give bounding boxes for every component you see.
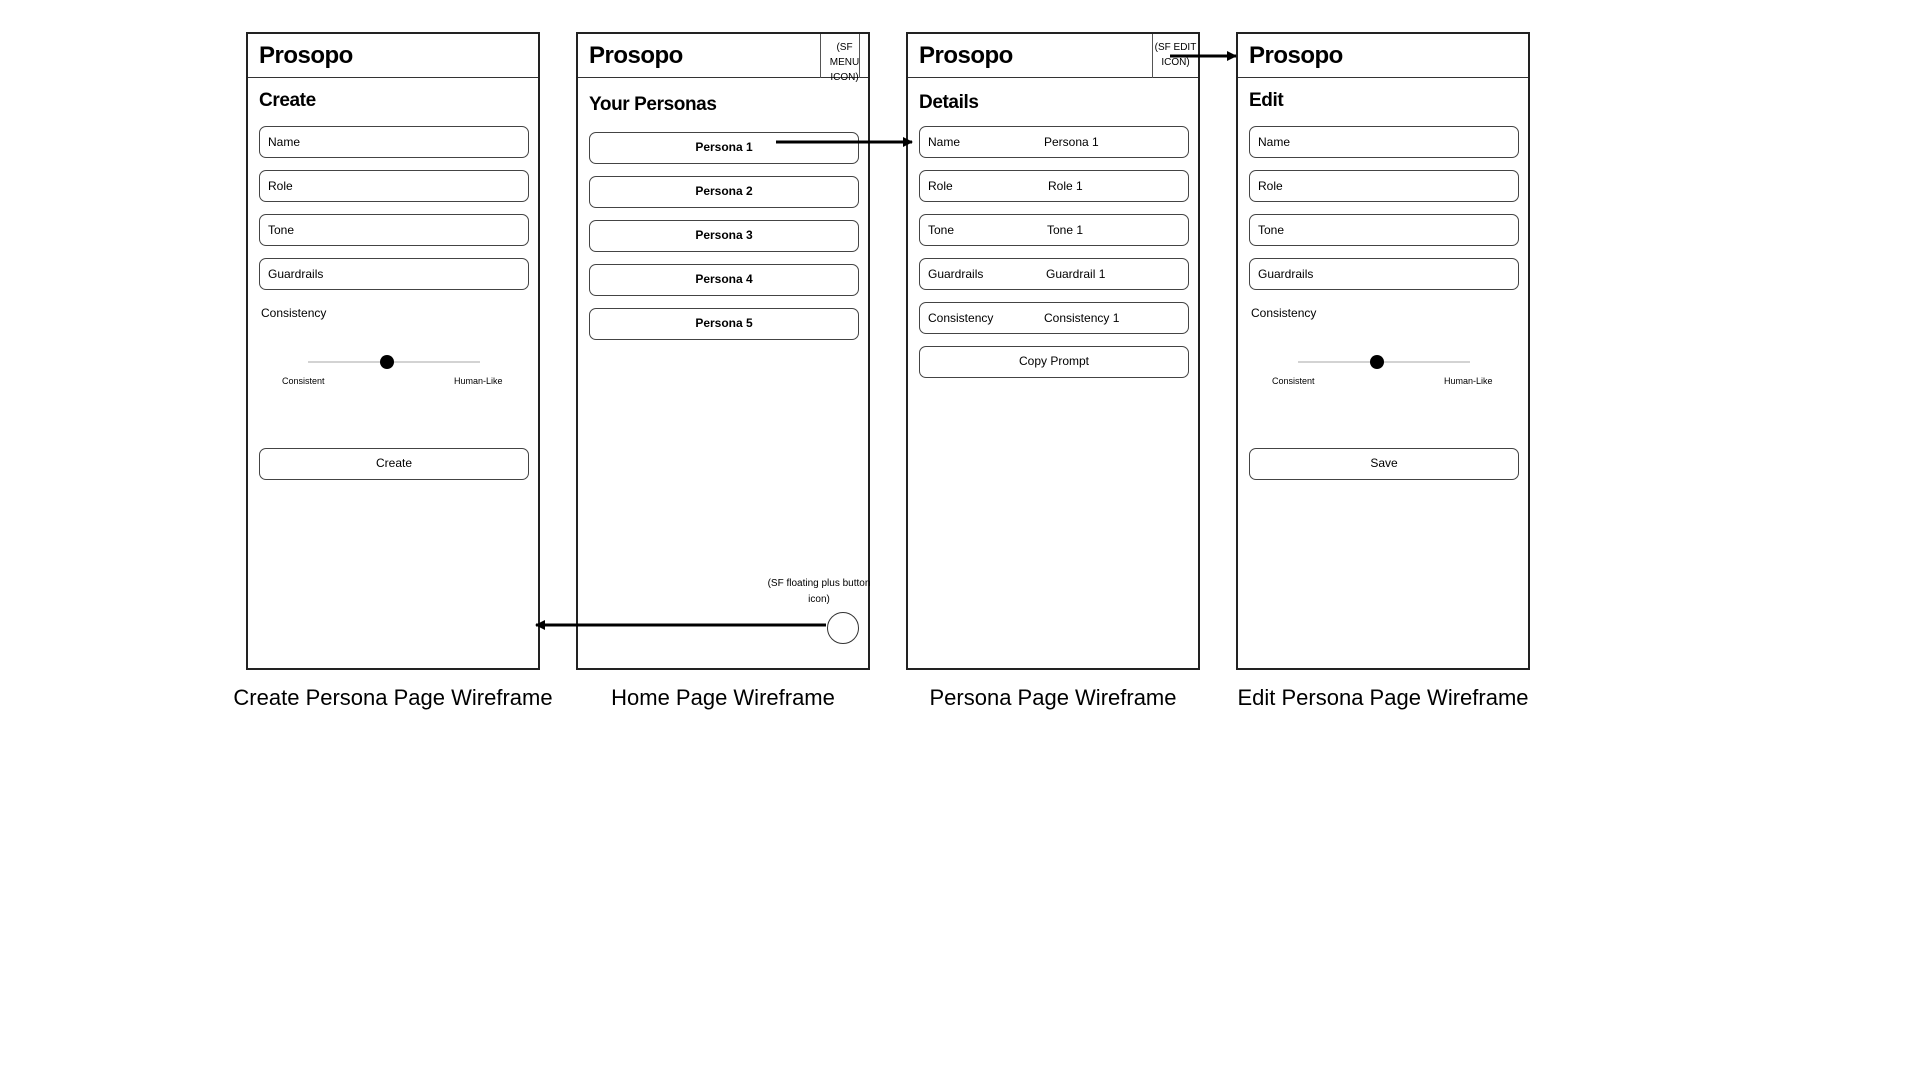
app-title: Prosopo [919, 42, 1013, 69]
name-field[interactable] [1249, 126, 1519, 158]
detail-row-name [919, 126, 1189, 158]
guardrails-field[interactable] [259, 258, 529, 290]
consistency-label: Consistency [1251, 306, 1317, 320]
detail-label: Guardrails [928, 267, 984, 281]
persona-item-5[interactable]: Persona 5 [589, 308, 859, 340]
edit-icon[interactable] [1152, 34, 1198, 78]
detail-value: Consistency 1 [1044, 311, 1120, 325]
detail-value: Persona 1 [1044, 135, 1099, 149]
tone-field-label: Tone [268, 223, 295, 237]
role-field[interactable] [259, 170, 529, 202]
details-section-title: Details [919, 92, 979, 113]
floating-plus-button[interactable] [827, 612, 859, 644]
name-field-label: Name [1258, 135, 1291, 149]
name-field-label: Name [268, 135, 301, 149]
menu-icon[interactable] [820, 34, 868, 83]
detail-label: Consistency [928, 311, 994, 325]
guardrails-field-label: Guardrails [268, 267, 324, 281]
persona-item-3[interactable]: Persona 3 [589, 220, 859, 252]
edit-caption: Edit Persona Page Wireframe [1237, 685, 1529, 710]
persona-wireframe [906, 32, 1200, 670]
tone-field-label: Tone [1258, 223, 1285, 237]
name-field[interactable] [259, 126, 529, 158]
slider-knob[interactable] [1370, 355, 1384, 369]
menu-icon-divider [859, 34, 860, 78]
detail-value: Role 1 [1048, 179, 1083, 193]
app-title: Prosopo [1249, 42, 1343, 69]
consistency-slider[interactable] [1298, 361, 1470, 363]
home-header [578, 34, 868, 83]
create-header [248, 34, 538, 78]
edit-persona-wireframe [1236, 32, 1530, 670]
slider-min-label: Consistent [282, 376, 325, 386]
save-button[interactable]: Save [1249, 448, 1519, 480]
edit-section-title: Edit [1249, 90, 1284, 111]
detail-row-consistency [919, 302, 1189, 334]
detail-label: Name [928, 135, 961, 149]
create-persona-wireframe [246, 32, 540, 670]
tone-field[interactable] [1249, 214, 1519, 246]
detail-row-tone [919, 214, 1189, 246]
consistency-label: Consistency [261, 306, 327, 320]
create-section-title: Create [259, 90, 316, 111]
edit-header [1238, 34, 1528, 78]
role-field-label: Role [268, 179, 293, 193]
persona-item-2[interactable]: Persona 2 [589, 176, 859, 208]
detail-value: Guardrail 1 [1046, 267, 1106, 281]
role-field-label: Role [1258, 179, 1283, 193]
fab-note: (SF floating plus button icon) [767, 578, 871, 605]
edit-icon-note: (SF EDIT ICON) [1154, 42, 1197, 68]
detail-label: Tone [928, 223, 955, 237]
detail-row-role [919, 170, 1189, 202]
detail-label: Role [928, 179, 953, 193]
personas-section-title: Your Personas [589, 94, 717, 115]
menu-icon-note: (SF MENU ICON) [829, 42, 860, 83]
create-button[interactable]: Create [259, 448, 529, 480]
persona-item-4[interactable]: Persona 4 [589, 264, 859, 296]
slider-max-label: Human-Like [1444, 376, 1493, 386]
tone-field[interactable] [259, 214, 529, 246]
home-wireframe [576, 32, 870, 670]
persona-header [908, 34, 1198, 78]
app-title: Prosopo [589, 42, 683, 69]
slider-knob[interactable] [380, 355, 394, 369]
slider-max-label: Human-Like [454, 376, 503, 386]
create-caption: Create Persona Page Wireframe [233, 685, 553, 710]
app-title: Prosopo [259, 42, 353, 69]
guardrails-field[interactable] [1249, 258, 1519, 290]
slider-min-label: Consistent [1272, 376, 1315, 386]
role-field[interactable] [1249, 170, 1519, 202]
home-caption: Home Page Wireframe [611, 685, 835, 710]
detail-row-guardrails [919, 258, 1189, 290]
consistency-slider[interactable] [308, 361, 480, 363]
copy-prompt-button[interactable]: Copy Prompt [919, 346, 1189, 378]
persona-item-1[interactable]: Persona 1 [589, 132, 859, 164]
guardrails-field-label: Guardrails [1258, 267, 1314, 281]
persona-caption: Persona Page Wireframe [929, 685, 1177, 710]
detail-value: Tone 1 [1047, 223, 1084, 237]
